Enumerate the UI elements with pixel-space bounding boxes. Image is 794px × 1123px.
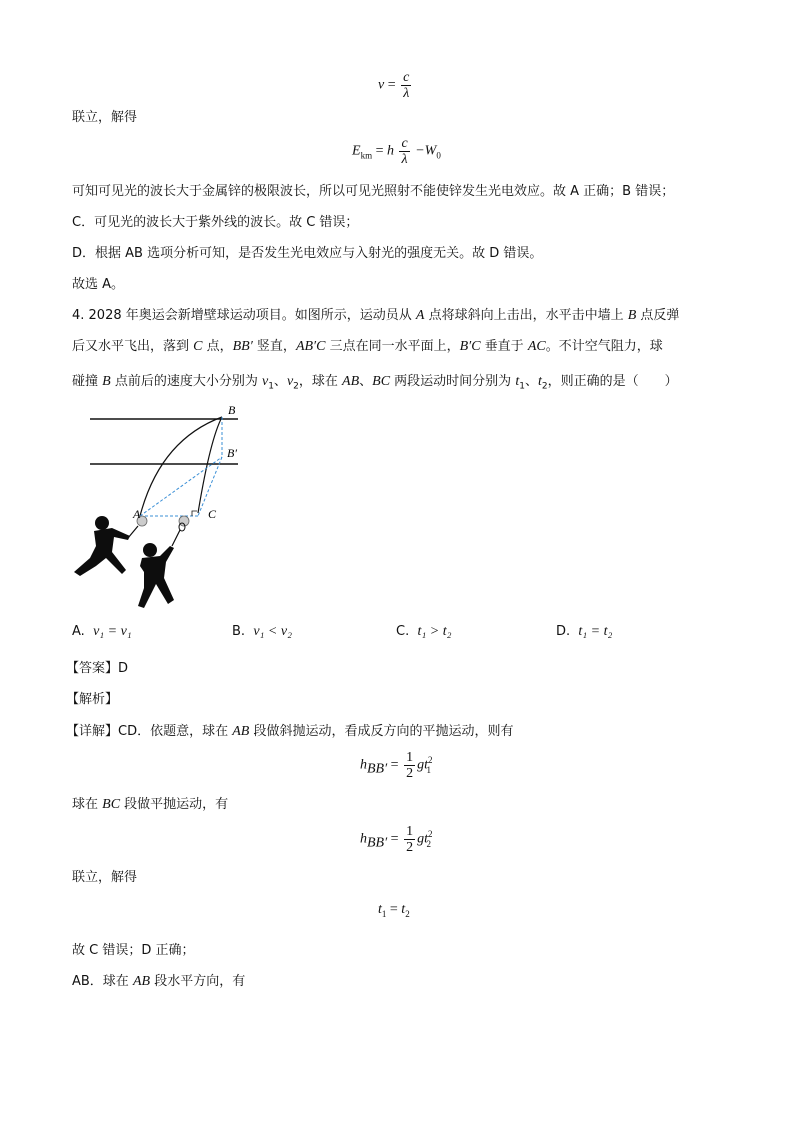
label-b-prime: B′	[227, 446, 237, 460]
detail-line-3: 故 C 错误；D 正确；	[72, 943, 195, 958]
text: 段水平方向，有	[150, 974, 246, 989]
eq-gt: gt	[417, 757, 428, 773]
eq-lhs: h	[360, 757, 367, 773]
text: 段做斜抛运动，看成反方向的平抛运动，则有	[249, 724, 514, 739]
eq-fraction	[401, 70, 411, 101]
eq-equals: =	[375, 143, 387, 159]
equation-height-2	[360, 824, 431, 855]
answer-value: D	[118, 661, 129, 676]
analysis-heading	[66, 691, 118, 709]
option-expr: t₁ = t₂	[578, 624, 613, 639]
var: v	[286, 374, 294, 389]
eq-equals: =	[390, 831, 403, 847]
eq-fraction	[399, 136, 409, 167]
eq-lhs: ν	[378, 77, 385, 93]
equation-frequency	[378, 70, 413, 101]
eq-fraction	[404, 824, 415, 855]
answer-line	[66, 660, 128, 678]
label-c: C	[208, 507, 217, 521]
equation-height-1	[360, 750, 431, 781]
sub: 2	[293, 381, 299, 392]
trajectory-ab	[140, 417, 222, 516]
eq-equals: =	[390, 757, 403, 773]
eq-equals: =	[389, 902, 402, 917]
eq-lhs-sub: BB′	[367, 835, 388, 851]
eq-numerator: 1	[406, 750, 414, 765]
eq-denominator: 2	[406, 840, 414, 855]
points-label: AB′C	[295, 339, 326, 354]
text: 点反弹	[636, 308, 680, 323]
segment-label: AB	[232, 724, 250, 739]
point-label: B	[102, 374, 111, 389]
eq-lhs: E	[352, 143, 361, 159]
point-label: C	[193, 339, 203, 354]
sub: 1	[519, 381, 525, 392]
var: t	[537, 374, 542, 389]
eq-lhs: h	[360, 831, 367, 847]
text: 。不计空气阻力，球	[545, 339, 663, 354]
eq-numerator: 1	[406, 824, 414, 839]
segment-label: BC	[102, 797, 121, 812]
text: 点前后的速度大小分别为	[110, 374, 262, 389]
eq-sup: 2	[427, 829, 433, 840]
option-letter: C.	[396, 624, 410, 639]
sub: 1	[268, 381, 274, 392]
option-d[interactable]	[556, 624, 612, 640]
text: 三点在同一水平面上，	[325, 339, 460, 354]
equation-kinetic-energy	[352, 136, 441, 167]
text: 4. 2028 年奥运会新增壁球运动项目。如图所示，运动员从	[72, 308, 416, 323]
eq-sub: 1	[426, 764, 431, 775]
segment-label: B′C	[459, 339, 481, 354]
eq-work-sub: 0	[436, 150, 441, 161]
eq-sub: 2	[405, 908, 410, 919]
text: 球在	[72, 797, 103, 812]
paragraph: D．根据 AB 选项分析可知，是否发生光电效应与入射光的强度无关。故 D 错误。	[72, 246, 543, 261]
eq-planck: h	[386, 143, 394, 159]
equation-time	[378, 902, 410, 919]
text: 点，	[202, 339, 233, 354]
text: 、	[359, 374, 373, 389]
trajectory-bc	[198, 417, 222, 513]
option-expr: t₁ > t₂	[417, 624, 452, 639]
eq-equals: =	[387, 77, 400, 93]
paragraph: 故选 A。	[72, 277, 125, 292]
option-letter: A.	[72, 624, 85, 639]
eq-lhs: t	[378, 902, 382, 917]
point-label: B	[627, 308, 637, 323]
text: 段做平抛运动，有	[120, 797, 229, 812]
eq-lhs-sub: BB′	[367, 761, 388, 777]
eq-sub: 1	[381, 908, 387, 919]
detail-line-2	[72, 796, 228, 814]
player-silhouette-right	[138, 523, 185, 608]
point-label: A	[415, 308, 425, 323]
eq-rhs: t	[401, 902, 406, 917]
eq-sup: 2	[427, 755, 433, 766]
eq-denominator: λ	[403, 86, 410, 101]
option-a[interactable]	[72, 624, 132, 640]
question-4-line-1	[72, 307, 679, 325]
eq-fraction	[404, 750, 415, 781]
segment-label: AB	[342, 374, 360, 389]
text: 竖直，	[252, 339, 296, 354]
option-c[interactable]	[396, 624, 451, 640]
eq-gt: gt	[417, 831, 428, 847]
right-angle-mark	[192, 511, 197, 516]
label-a: A	[133, 507, 141, 521]
text-line: 联立，解得	[72, 110, 138, 125]
option-expr: v₁ = v₁	[93, 624, 132, 639]
eq-work-function: −W	[415, 143, 437, 159]
var: t	[515, 374, 520, 389]
text-line: 联立，解得	[72, 870, 138, 885]
text: 、	[273, 374, 287, 389]
sub: 2	[541, 381, 548, 392]
option-b[interactable]	[232, 624, 292, 640]
squash-figure	[70, 400, 270, 610]
eq-numerator: c	[401, 136, 408, 151]
eq-denominator: λ	[401, 152, 408, 167]
paragraph: 可知可见光的波长大于金属锌的极限波长，所以可见光照射不能使锌发生光电效应。故 A 正确；B 错误；	[72, 184, 675, 199]
option-expr: v₁ < v₂	[253, 624, 292, 639]
text: 点将球斜向上击出，水平击中墙上	[424, 308, 628, 323]
text: 、	[524, 374, 538, 389]
detail-line-4	[72, 973, 245, 991]
question-4-line-2	[72, 338, 663, 356]
label-b: B	[228, 403, 236, 417]
detail-line-1	[66, 723, 514, 741]
text: AB．球在	[72, 974, 133, 989]
text: ，则正确的是（ ）	[547, 374, 678, 389]
segment-label: AB	[132, 974, 151, 989]
paragraph: C．可见光的波长大于紫外线的波长。故 C 错误；	[72, 215, 359, 230]
analysis-tag: 【解析】	[66, 692, 119, 707]
option-letter: B.	[232, 624, 246, 639]
text: ，球在	[298, 374, 343, 389]
eq-sub: 2	[426, 838, 431, 849]
answer-tag: 【答案】	[66, 661, 119, 676]
segment-label: BC	[372, 374, 391, 389]
text: CD．依题意，球在	[118, 724, 233, 739]
detail-tag: 【详解】	[66, 724, 119, 739]
text: 后又水平飞出，落到	[72, 339, 194, 354]
var: v	[261, 374, 269, 389]
question-4-line-3	[72, 373, 678, 396]
text: 碰撞	[72, 374, 103, 389]
text: 两段运动时间分别为	[390, 374, 516, 389]
segment-label: BB′	[232, 339, 253, 354]
eq-denominator: 2	[406, 766, 414, 781]
text: 垂直于	[480, 339, 528, 354]
option-letter: D.	[556, 624, 571, 639]
eq-numerator: c	[403, 70, 410, 85]
segment-label: AC	[527, 339, 546, 354]
player-silhouette-left	[74, 516, 138, 576]
eq-lhs-sub: km	[360, 150, 373, 161]
